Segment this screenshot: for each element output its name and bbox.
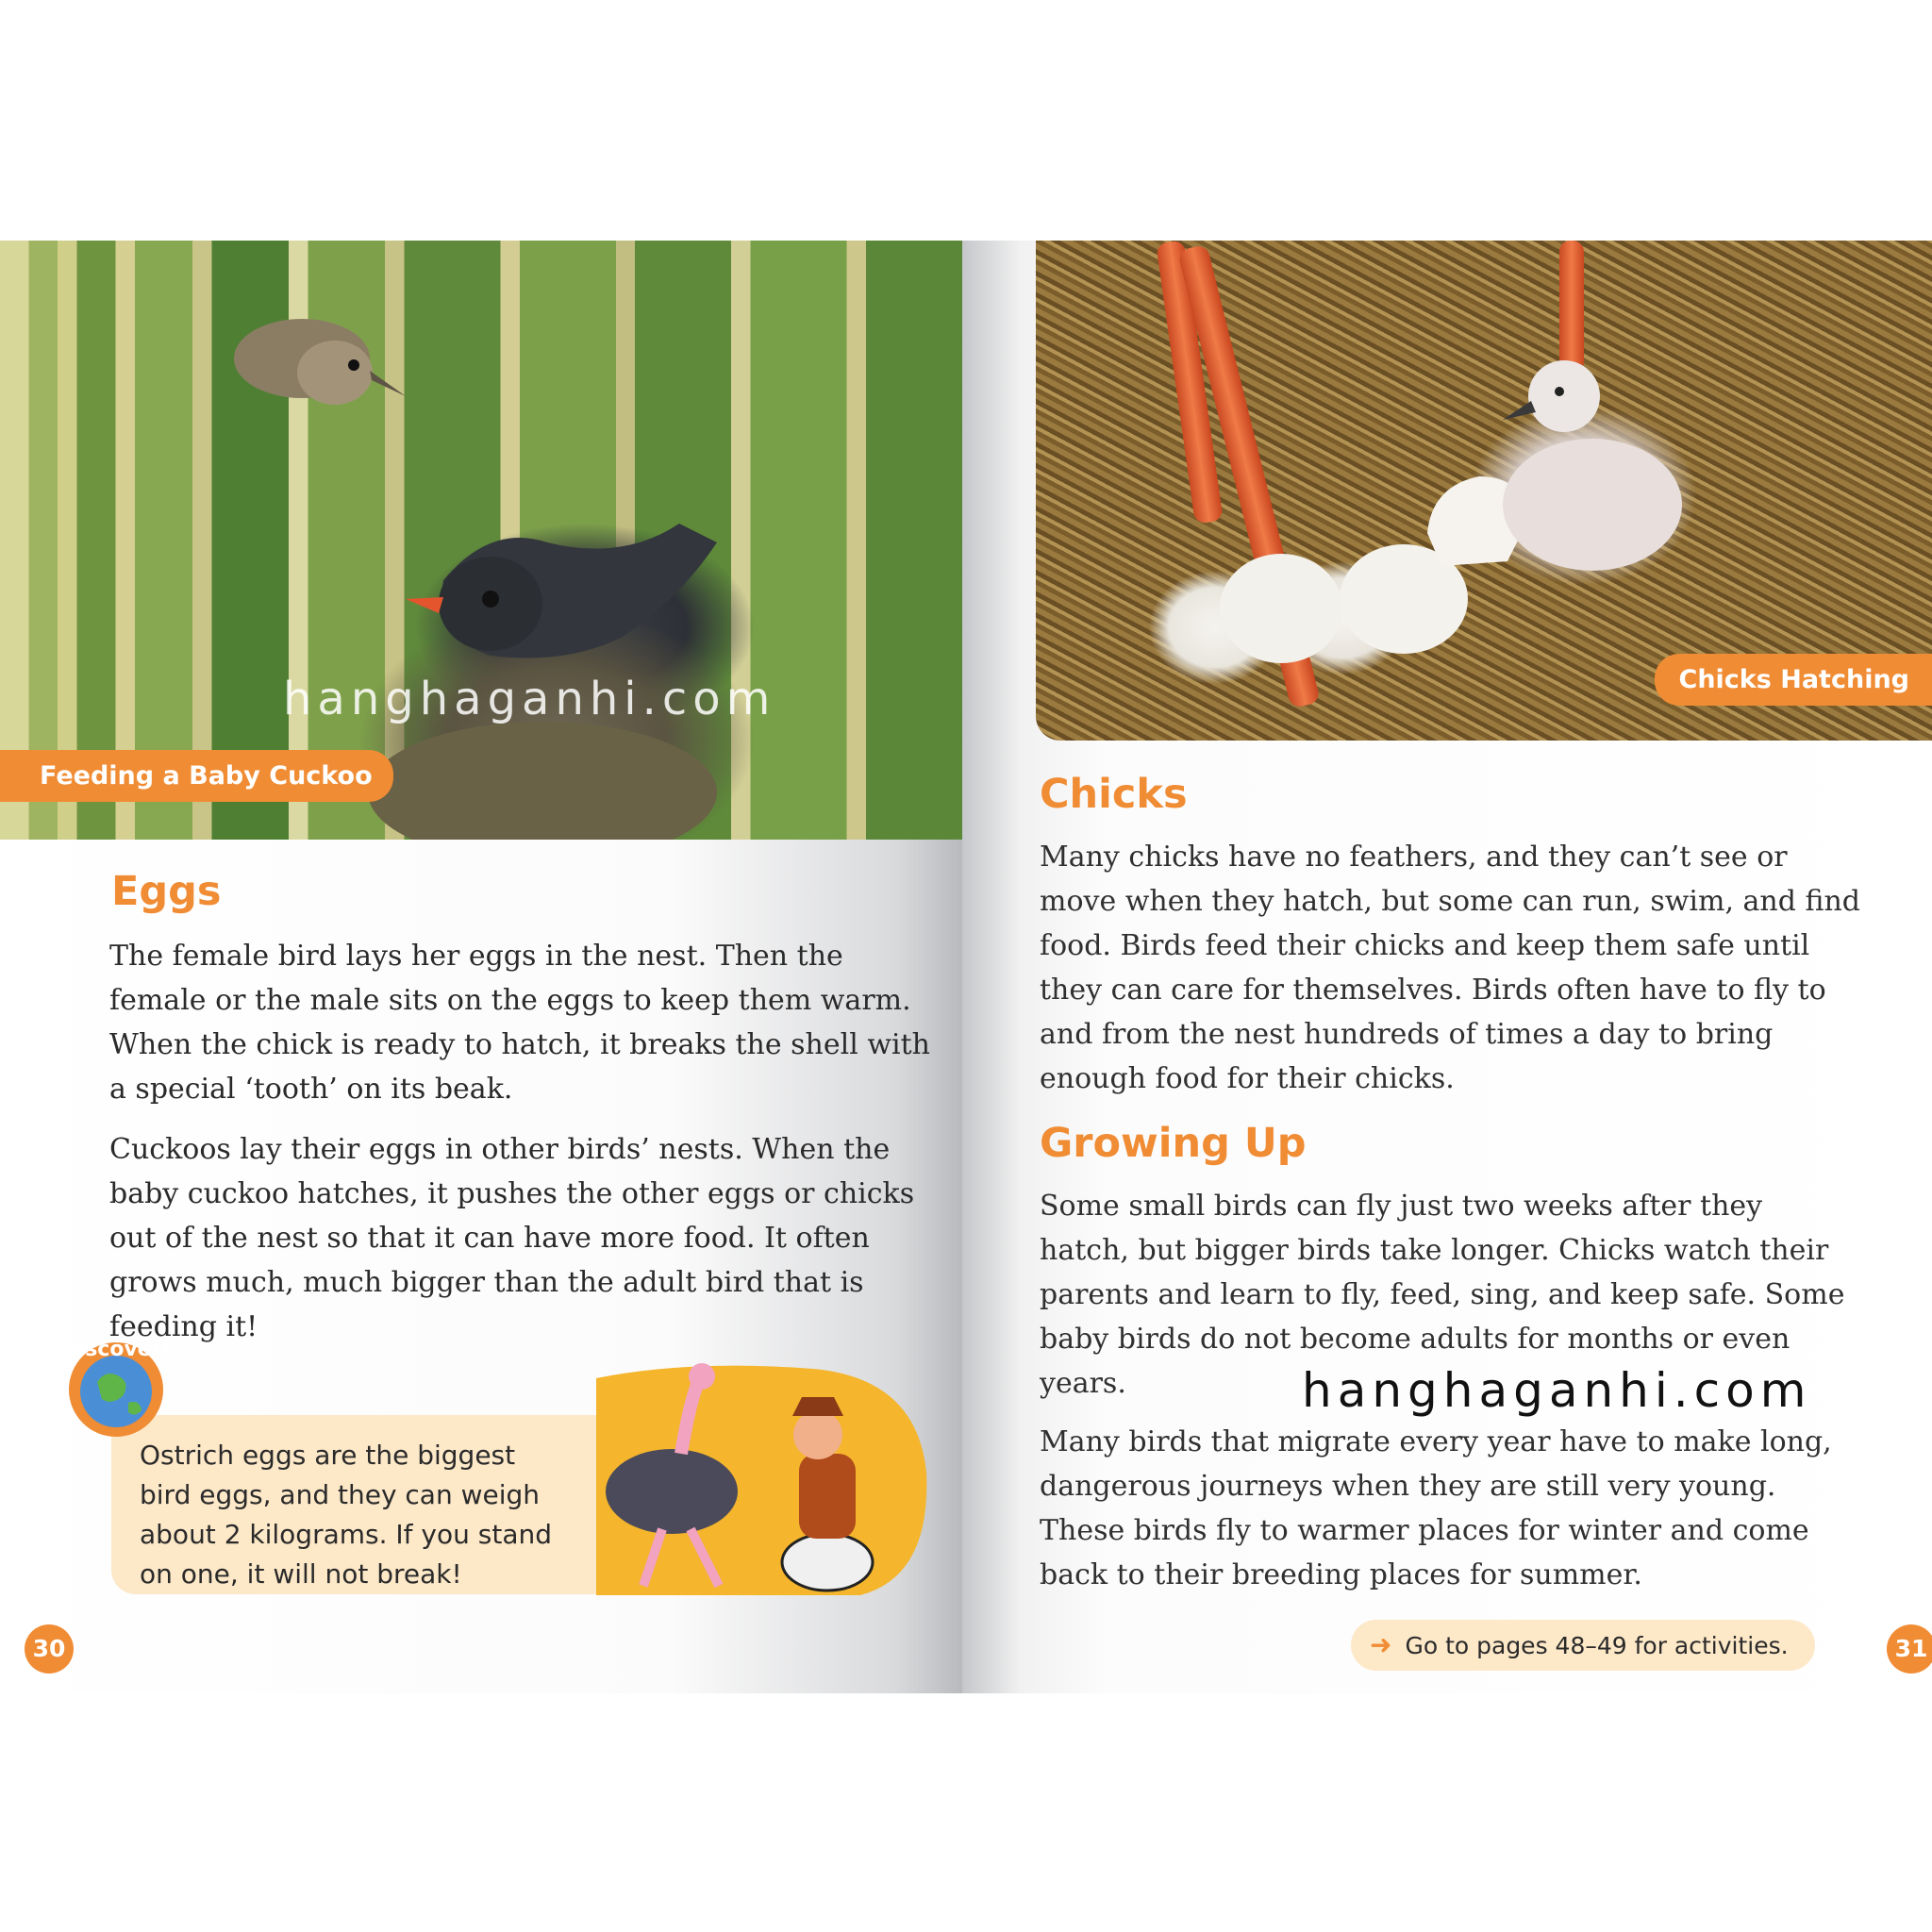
heading-growing-up: Growing Up bbox=[1040, 1120, 1307, 1167]
growing-up-paragraph-1: Some small birds can fly just two weeks after they hatch, but bigger birds take longer. Chicks watch their parents and learn to fly, feed, sing, and keep safe. Some baby birds do not become adults for months or even years. bbox=[1040, 1190, 1845, 1400]
photo-caption-cuckoo: Feeding a Baby Cuckoo bbox=[0, 750, 393, 802]
arrow-right-icon: ➜ bbox=[1370, 1629, 1392, 1660]
right-page bbox=[962, 241, 1932, 1693]
watermark-photo: hanghaganhi.com bbox=[283, 673, 776, 725]
photo-caption-chicks: Chicks Hatching bbox=[1655, 654, 1932, 706]
activities-link-label: Go to pages 48–49 for activities. bbox=[1405, 1632, 1789, 1659]
page-number-right: 31 bbox=[1887, 1624, 1932, 1674]
discover-globe-icon bbox=[55, 1325, 177, 1448]
activities-link[interactable] bbox=[1351, 1620, 1815, 1671]
heading-chicks: Chicks bbox=[1040, 771, 1188, 818]
page-number-left: 30 bbox=[25, 1624, 74, 1674]
book-spread bbox=[0, 241, 1932, 1693]
discover-badge-label: Discover! bbox=[60, 1338, 172, 1361]
discover-text: Ostrich eggs are the biggest bird eggs, and they can weigh about 2 kilograms. If you stand on one, it will not break! bbox=[140, 1440, 553, 1590]
eggs-paragraph-2: Cuckoos lay their eggs in other birds’ nests. When the baby cuckoo hatches, it pushes the other eggs or chicks out of the nest so that it can have more food. It often grows much, much bigger than the adult bird that is feeding it! bbox=[109, 1133, 915, 1343]
cuckoo-feeding-photo bbox=[0, 241, 962, 840]
left-page bbox=[0, 241, 962, 1693]
discover-callout bbox=[111, 1415, 602, 1594]
chicks-hatching-photo bbox=[1036, 241, 1932, 741]
eggs-paragraph-1: The female bird lays her eggs in the nest. Then the female or the male sits on the eggs to keep them warm. When the chick is ready to hatch, it breaks the shell with a special ‘tooth’ on its beak. bbox=[109, 940, 930, 1106]
watermark-page: hanghaganhi.com bbox=[1302, 1363, 1812, 1418]
chicks-paragraph: Many chicks have no feathers, and they can’t see or move when they hatch, but some can run, swim, and find food. Birds feed their chicks and keep them safe until they can care for themselves. Birds often have to fly to and from the nest hundreds of times a day to bring enough food for their chicks. bbox=[1040, 841, 1861, 1095]
heading-eggs: Eggs bbox=[111, 868, 222, 915]
growing-up-paragraph-2: Many birds that migrate every year have to make long, dangerous journeys when they are still very young. These birds fly to warmer places for winter and come back to their breeding places for summer. bbox=[1040, 1425, 1832, 1591]
ostrich-cartoon-icon bbox=[577, 1359, 931, 1599]
